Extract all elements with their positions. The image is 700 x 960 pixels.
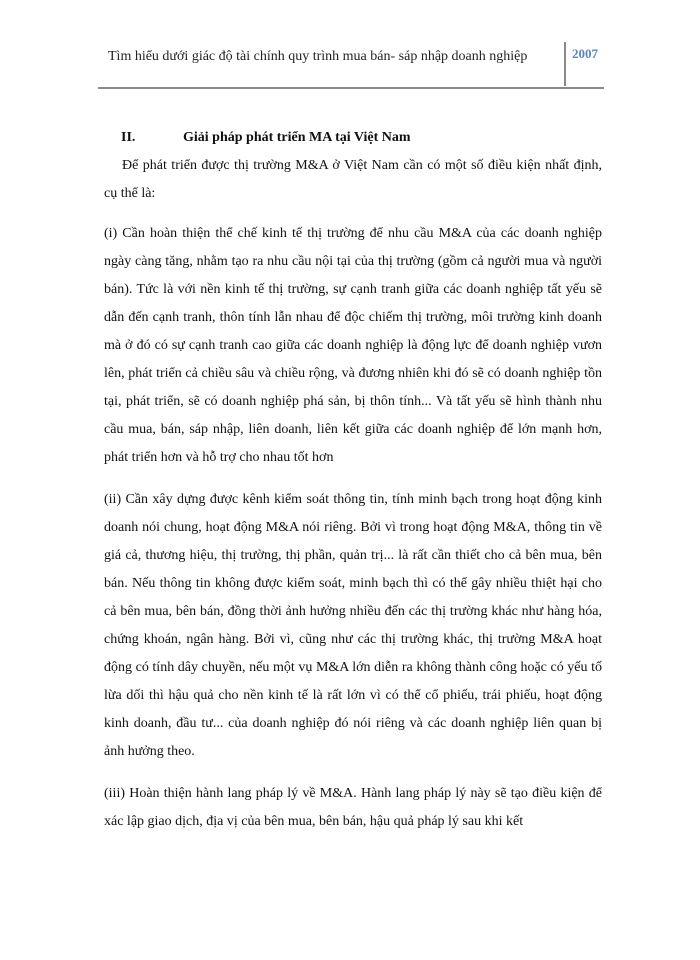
page-body	[104, 124, 602, 850]
section-heading	[104, 124, 602, 152]
header-rule	[98, 87, 604, 89]
header-divider	[564, 42, 566, 86]
section-number: II.	[121, 130, 136, 145]
paragraph-2: (ii) Cần xây dựng được kênh kiểm soát thông tin, tính minh bạch trong hoạt động kinh doanh nói chung, hoạt động M&A nói riêng. Bởi vì trong hoạt động M&A, thông tin về giá cả, thương hiệu, thị trường, thị phần, quản trị... là rất cần thiết cho cả bên mua, bên bán. Nếu thông tin không được kiểm soát, minh bạch thì có thể gây nhiều thiệt hại cho cả bên mua, bên bán, đồng thời ảnh hưởng nhiều đến các thị trường khác như hàng hóa, chứng khoán, ngân hàng. Bởi vì, cũng như các thị trường khác, thị trường M&A hoạt động có tính dây chuyền, nếu một vụ M&A lớn diễn ra không thành công hoặc có yếu tố lừa dối thì hậu quả cho nền kinh tế là rất lớn vì có thể cổ phiếu, trái phiếu, hoạt động kinh doanh, đầu tư... của doanh nghiệp đó nói riêng và các doanh nghiệp liên quan bị ảnh hưởng theo.	[104, 492, 602, 759]
page-number: 2007	[572, 46, 598, 61]
section-title: Giải pháp phát triển MA tại Việt Nam	[183, 130, 411, 145]
page-header	[98, 38, 606, 86]
header-title: Tìm hiểu dưới giác độ tài chính quy trình mua bán- sáp nhập doanh nghiệp	[108, 49, 528, 64]
paragraph-1: (i) Cần hoàn thiện thể chế kinh tế thị trường để nhu cầu M&A của các doanh nghiệp ngày càng tăng, nhằm tạo ra nhu cầu nội tại của thị trường (gồm cả người mua và người bán). Tức là với nền kinh tế thị trường, sự cạnh tranh giữa các doanh nghiệp tất yếu sẽ dẫn đến cạnh tranh, thôn tính lẫn nhau để độc chiếm thị trường, môi trường kinh doanh mà ở đó có sự cạnh tranh cao giữa các doanh nghiệp là động lực để doanh nghiệp vươn lên, phát triển cả chiều sâu và chiều rộng, và đương nhiên khi đó sẽ có doanh nghiệp tồn tại, phát triển, sẽ có doanh nghiệp phá sản, bị thôn tính... Và tất yếu sẽ hình thành nhu cầu mua, bán, sáp nhập, liên doanh, liên kết giữa các doanh nghiệp để lớn mạnh hơn, phát triển hơn và hỗ trợ cho nhau tốt hơn	[104, 226, 602, 465]
intro-paragraph: Để phát triển được thị trường M&A ở Việt Nam cần có một số điều kiện nhất định, cụ thể là:	[104, 158, 602, 201]
paragraph-3: (iii) Hoàn thiện hành lang pháp lý về M&A. Hành lang pháp lý này sẽ tạo điều kiện để xác lập giao dịch, địa vị của bên mua, bên bán, hậu quả pháp lý sau khi kết	[104, 786, 602, 829]
